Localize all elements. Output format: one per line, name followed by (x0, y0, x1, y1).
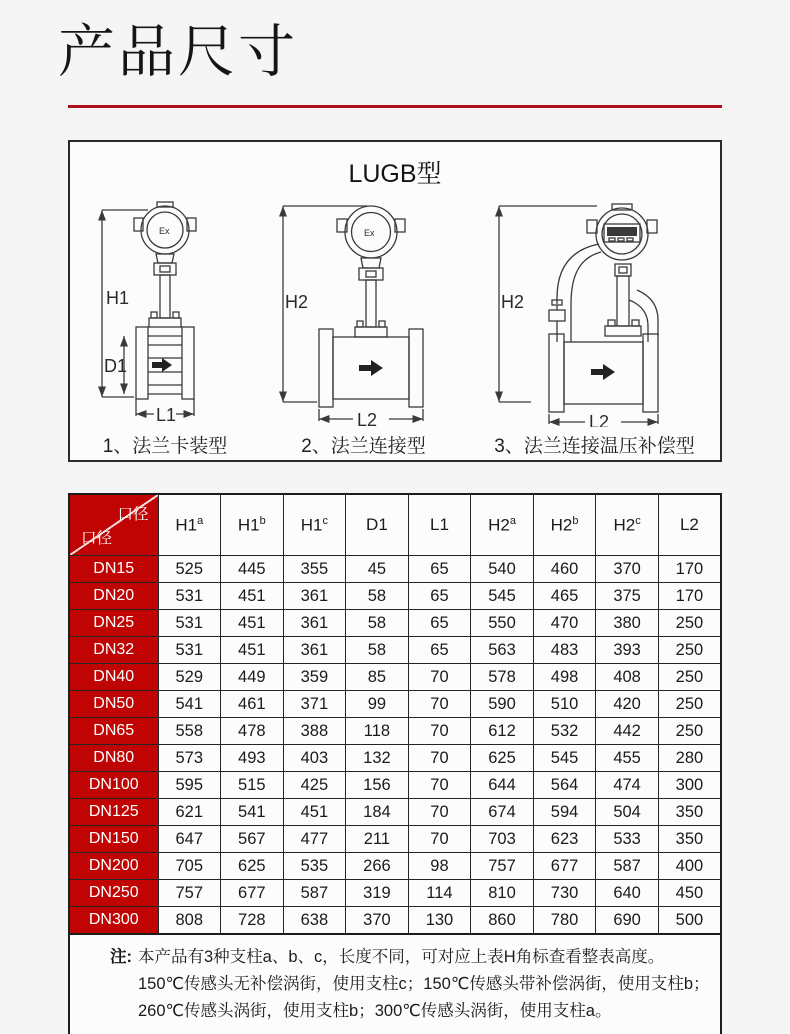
dimension-cell: 70 (408, 691, 471, 718)
dimension-cell: 625 (471, 745, 534, 772)
dimension-cell: 567 (221, 826, 284, 853)
note-line: 260℃传感头涡街，使用支柱b；300℃传感头涡街，使用支柱a。 (138, 1002, 612, 1020)
dimension-cell: 250 (658, 718, 721, 745)
variant-caption: 1、法兰卡装型 (102, 436, 228, 457)
flowmeter-compensated-drawing (487, 192, 702, 427)
row-header-dn: DN15 (69, 556, 158, 583)
table-row (69, 556, 721, 583)
dimension-cell: 170 (658, 556, 721, 583)
dimension-cell: 118 (346, 718, 409, 745)
dimension-cell: 563 (471, 637, 534, 664)
dimension-cell: 58 (346, 583, 409, 610)
dimension-cell: 483 (533, 637, 596, 664)
dimension-cell: 638 (283, 907, 346, 935)
dim-label-d1: D1 (104, 356, 128, 376)
table-row (69, 826, 721, 853)
dimension-cell: 99 (346, 691, 409, 718)
dimension-cell: 621 (158, 799, 221, 826)
table-row (69, 772, 721, 799)
dimension-cell: 690 (596, 907, 659, 935)
column-header: H1$^b$ (221, 494, 284, 556)
dimension-cell: 677 (533, 853, 596, 880)
dimension-cell: 590 (471, 691, 534, 718)
dim-label-h2: H2 (501, 292, 525, 312)
dimension-cell: 350 (658, 826, 721, 853)
dimension-cell: 540 (471, 556, 534, 583)
dimension-cell: 703 (471, 826, 534, 853)
dimension-cell: 114 (408, 880, 471, 907)
dimension-cell: 541 (158, 691, 221, 718)
note-label: 注: (110, 948, 132, 966)
table-row (69, 907, 721, 935)
dimension-cell: 70 (408, 826, 471, 853)
dimension-cell: 350 (658, 799, 721, 826)
dimension-cell: 370 (596, 556, 659, 583)
dimension-cell: 58 (346, 610, 409, 637)
dimension-cell: 573 (158, 745, 221, 772)
dimension-cell: 644 (471, 772, 534, 799)
dimension-cell: 529 (158, 664, 221, 691)
dimension-cell: 211 (346, 826, 409, 853)
dimension-cell: 250 (658, 664, 721, 691)
dimension-cell: 504 (596, 799, 659, 826)
row-header-dn: DN50 (69, 691, 158, 718)
table-row (69, 583, 721, 610)
dimensions-table (68, 493, 722, 935)
column-header: L1 (408, 494, 471, 556)
dimension-cell: 300 (658, 772, 721, 799)
dimension-cell: 400 (658, 853, 721, 880)
dimension-cell: 250 (658, 610, 721, 637)
note-line: 150℃传感头无补偿涡街，使用支柱c；150℃传感头带补偿涡街，使用支柱b； (138, 975, 710, 993)
dimension-cell: 587 (283, 880, 346, 907)
dimension-cell: 478 (221, 718, 284, 745)
dimension-cell: 65 (408, 583, 471, 610)
dim-label-l2: L2 (589, 412, 610, 427)
dimension-cell: 408 (596, 664, 659, 691)
dimension-cell: 65 (408, 610, 471, 637)
dimension-cell: 85 (346, 664, 409, 691)
dimension-cell: 545 (471, 583, 534, 610)
dimension-cell: 70 (408, 718, 471, 745)
row-header-dn: DN25 (69, 610, 158, 637)
page-title: 产品尺寸 (58, 20, 298, 84)
column-header: H2$^c$ (596, 494, 659, 556)
dimension-cell: 515 (221, 772, 284, 799)
dimension-cell: 757 (471, 853, 534, 880)
dimension-cell: 525 (158, 556, 221, 583)
dimension-cell: 451 (283, 799, 346, 826)
dimension-cell: 465 (533, 583, 596, 610)
dimension-cell: 612 (471, 718, 534, 745)
dimension-cell: 531 (158, 610, 221, 637)
dimension-cell: 451 (221, 610, 284, 637)
dimension-cell: 70 (408, 664, 471, 691)
dimension-cell: 493 (221, 745, 284, 772)
variant-caption: 3、法兰连接温压补偿型 (494, 436, 695, 457)
dimension-cell: 375 (596, 583, 659, 610)
row-header-dn: DN250 (69, 880, 158, 907)
dimension-cell: 532 (533, 718, 596, 745)
dimension-cell: 451 (221, 637, 284, 664)
variant-flange-connect (271, 192, 456, 458)
dimension-cell: 250 (658, 691, 721, 718)
dimension-cell: 808 (158, 907, 221, 935)
dimension-cell: 541 (221, 799, 284, 826)
dimension-cell: 442 (596, 718, 659, 745)
dim-label-l1: L1 (156, 405, 177, 425)
variant-flange-clamp (90, 192, 240, 458)
row-header-dn: DN125 (69, 799, 158, 826)
dimension-cell: 70 (408, 745, 471, 772)
dimension-cell: 498 (533, 664, 596, 691)
dimension-cell: 130 (408, 907, 471, 935)
dimension-cell: 388 (283, 718, 346, 745)
table-row (69, 637, 721, 664)
notes-panel (68, 933, 722, 1034)
variant-tp-compensated (487, 192, 702, 458)
corner-cell (69, 494, 158, 556)
dim-label-h2: H2 (285, 292, 309, 312)
dimension-cell: 170 (658, 583, 721, 610)
corner-label-bottom: 口径 (81, 530, 113, 547)
flowmeter-clamp-drawing (90, 192, 240, 427)
dimension-cell: 58 (346, 637, 409, 664)
dimension-cell: 705 (158, 853, 221, 880)
model-title: LUGB型 (348, 160, 442, 188)
dimension-cell: 65 (408, 556, 471, 583)
dimension-cell: 355 (283, 556, 346, 583)
notes-lines (138, 944, 710, 1025)
dimension-cell: 461 (221, 691, 284, 718)
dimension-cell: 425 (283, 772, 346, 799)
dimension-cell: 370 (346, 907, 409, 935)
dimension-cell: 730 (533, 880, 596, 907)
dimension-cell: 860 (471, 907, 534, 935)
column-header: H2$^a$ (471, 494, 534, 556)
table-body (69, 556, 721, 935)
dimension-cell: 578 (471, 664, 534, 691)
dimension-cell: 728 (221, 907, 284, 935)
dimension-cell: 623 (533, 826, 596, 853)
dimension-cell: 266 (346, 853, 409, 880)
dimension-cell: 595 (158, 772, 221, 799)
dimension-cell: 319 (346, 880, 409, 907)
dimension-cell: 361 (283, 610, 346, 637)
dimension-cell: 445 (221, 556, 284, 583)
dimension-cell: 451 (221, 583, 284, 610)
dimension-cell: 477 (283, 826, 346, 853)
dimension-cell: 65 (408, 637, 471, 664)
dimension-cell: 674 (471, 799, 534, 826)
dimension-cell: 564 (533, 772, 596, 799)
dim-label-l2: L2 (357, 410, 378, 427)
dimension-cell: 361 (283, 637, 346, 664)
dimension-cell: 393 (596, 637, 659, 664)
dimension-cell: 647 (158, 826, 221, 853)
row-header-dn: DN65 (69, 718, 158, 745)
table-row (69, 745, 721, 772)
dimension-cell: 510 (533, 691, 596, 718)
dimension-cell: 361 (283, 583, 346, 610)
row-header-dn: DN200 (69, 853, 158, 880)
dimension-cell: 550 (471, 610, 534, 637)
ex-marking: Ex (364, 228, 375, 238)
dimension-cell: 531 (158, 583, 221, 610)
dimension-cell: 780 (533, 907, 596, 935)
title-underline (68, 105, 722, 108)
dimension-cell: 450 (658, 880, 721, 907)
notes-content (70, 935, 720, 1034)
row-header-dn: DN100 (69, 772, 158, 799)
dimension-cell: 474 (596, 772, 659, 799)
flowmeter-flanged-drawing (271, 192, 456, 427)
dimension-cell: 98 (408, 853, 471, 880)
table-row (69, 691, 721, 718)
dimension-cell: 545 (533, 745, 596, 772)
table-row (69, 853, 721, 880)
dimension-cell: 45 (346, 556, 409, 583)
dimension-cell: 558 (158, 718, 221, 745)
dimension-cell: 757 (158, 880, 221, 907)
dimension-cell: 359 (283, 664, 346, 691)
dimension-cell: 810 (471, 880, 534, 907)
row-header-dn: DN32 (69, 637, 158, 664)
table-row (69, 718, 721, 745)
dimension-cell: 535 (283, 853, 346, 880)
corner-label-top: 口径 (117, 506, 149, 523)
ex-marking: Ex (159, 226, 170, 236)
dimension-cell: 403 (283, 745, 346, 772)
dimension-cell: 380 (596, 610, 659, 637)
dimension-cell: 470 (533, 610, 596, 637)
table-row (69, 610, 721, 637)
column-header: H1$^c$ (283, 494, 346, 556)
note-line: 本产品有3种支柱a、b、c，长度不同，可对应上表H角标查看整表高度。 (138, 948, 665, 966)
dimension-cell: 449 (221, 664, 284, 691)
diagram-panel (68, 140, 722, 462)
table-row (69, 880, 721, 907)
row-header-dn: DN40 (69, 664, 158, 691)
dimension-cell: 533 (596, 826, 659, 853)
dimension-cell: 460 (533, 556, 596, 583)
dimension-cell: 500 (658, 907, 721, 935)
dimension-cell: 280 (658, 745, 721, 772)
dimension-cell: 640 (596, 880, 659, 907)
variant-caption: 2、法兰连接型 (301, 436, 426, 457)
row-header-dn: DN80 (69, 745, 158, 772)
dimension-cell: 184 (346, 799, 409, 826)
dimension-cell: 455 (596, 745, 659, 772)
column-header: H1$^a$ (158, 494, 221, 556)
dimension-cell: 587 (596, 853, 659, 880)
diagram-variants (70, 190, 720, 458)
dimension-cell: 677 (221, 880, 284, 907)
row-header-dn: DN20 (69, 583, 158, 610)
column-header: D1 (346, 494, 409, 556)
dimension-cell: 420 (596, 691, 659, 718)
table-header-row (69, 494, 721, 556)
dim-label-h1: H1 (106, 288, 130, 308)
dimension-cell: 250 (658, 637, 721, 664)
dimension-cell: 156 (346, 772, 409, 799)
table-row (69, 664, 721, 691)
dimension-cell: 594 (533, 799, 596, 826)
dimension-cell: 531 (158, 637, 221, 664)
dimension-cell: 371 (283, 691, 346, 718)
column-header: L2 (658, 494, 721, 556)
table-row (69, 799, 721, 826)
dimension-cell: 625 (221, 853, 284, 880)
row-header-dn: DN150 (69, 826, 158, 853)
row-header-dn: DN300 (69, 907, 158, 935)
dimension-cell: 70 (408, 799, 471, 826)
dimension-cell: 70 (408, 772, 471, 799)
dimension-cell: 132 (346, 745, 409, 772)
column-header: H2$^b$ (533, 494, 596, 556)
